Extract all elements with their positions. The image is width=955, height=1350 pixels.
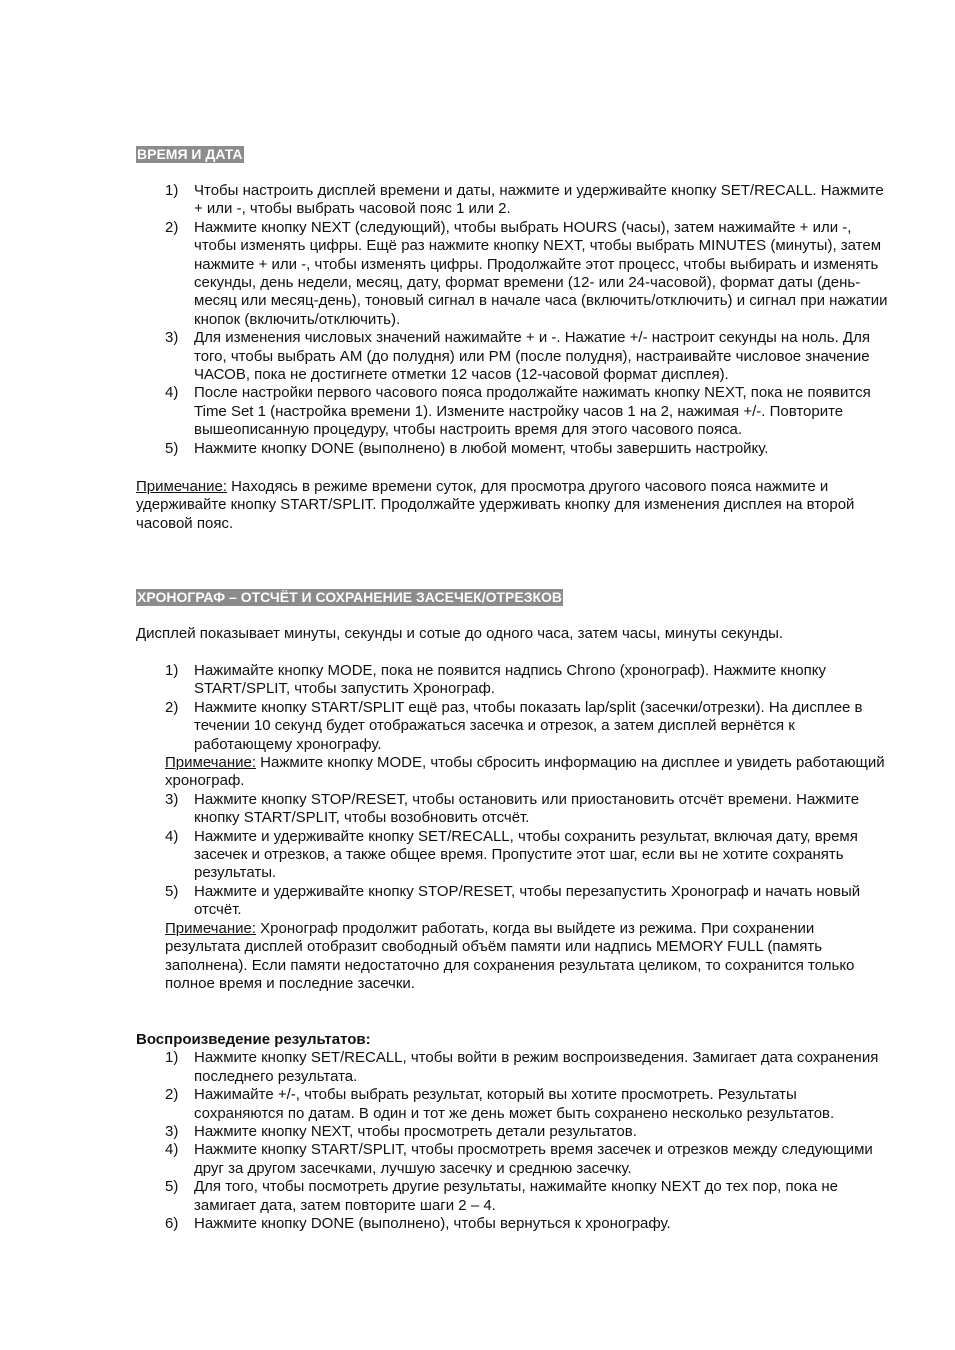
note-text: Хронограф продолжит работать, когда вы выйдете из режима. При сохранении результата дисплей отобразит свободный объём памяти или надпись MEMORY FULL (память заполнена). Если памяти недостаточно для сохранения результата целиком, то сохранится только полное время и последние засечки.	[165, 919, 855, 992]
list-item	[136, 1215, 888, 1233]
list-item	[136, 1123, 888, 1141]
section-playback	[136, 1031, 888, 1233]
numbered-list	[136, 182, 888, 458]
item-number: 1)	[165, 182, 179, 199]
section-time-date	[136, 146, 888, 164]
chronograph-intro	[136, 625, 888, 643]
item-text: Нажмите кнопку NEXT (следующий), чтобы выбрать HOURS (часы), затем нажимайте + или -, чтобы изменять цифры. Ещё раз нажмите кнопку NEXT, чтобы выбрать MINUTES (минуты), затем нажмите + или -, чтобы изменять цифры. Продолжайте этот процесс, чтобы выбирать и изменять секунды, день недели, месяц, дату, формат времени (12- или 24-часовой), формат даты (день-месяц или месяц-день), тоновый сигнал в начале часа (включить/отключить) и сигнал при нажатии кнопок (включить/отключить).	[194, 218, 888, 328]
note-label: Примечание:	[165, 754, 256, 772]
list-item	[136, 1049, 888, 1086]
item-text: Нажмите кнопку START/SPLIT, чтобы просмотреть время засечек и отрезков между следующими друг за другом засечками, лучшую засечку и среднюю засечку.	[194, 1141, 873, 1177]
list-item	[136, 384, 888, 439]
time-date-note	[136, 478, 888, 533]
item-number: 2)	[165, 1086, 179, 1104]
item-text: Чтобы настроить дисплей времени и даты, нажмите и удерживайте кнопку SET/RECALL. Нажмите + или -, чтобы выбрать часовой пояс 1 или 2.	[194, 182, 884, 218]
numbered-list	[136, 1049, 888, 1233]
chronograph-steps	[136, 662, 888, 993]
list-item	[136, 182, 888, 219]
item-text: Нажмите кнопку DONE (выполнено) в любой момент, чтобы завершить настройку.	[194, 439, 769, 457]
numbered-list	[136, 662, 888, 754]
list-item	[136, 329, 888, 384]
list-item	[136, 791, 888, 828]
item-text: Нажимайте кнопку MODE, пока не появится надпись Chrono (хронограф). Нажмите кнопку START/SPLIT, чтобы запустить Хронограф.	[194, 662, 826, 698]
item-text: Для того, чтобы посмотреть другие результаты, нажимайте кнопку NEXT до тех пор, пока не замигает дата, затем повторите шаги 2 – 4.	[194, 1178, 838, 1214]
item-number: 3)	[165, 329, 179, 347]
subsection-heading: Воспроизведение результатов:	[136, 1031, 371, 1048]
item-text: Нажмите и удерживайте кнопку SET/RECALL, чтобы сохранить результат, включая дату, время засечек и отрезков, а также общее время. Пропустите этот шаг, если вы не хотите сохранять результаты.	[194, 827, 858, 882]
item-number: 4)	[165, 384, 179, 402]
item-text: После настройки первого часового пояса продолжайте нажимать кнопку NEXT, пока не появится Time Set 1 (настройка времени 1). Измените настройку часов 1 на 2, нажимая +/-. Повторите вышеописанную процедуру, чтобы настроить время для этого часового пояса.	[194, 384, 871, 439]
item-number: 1)	[165, 662, 179, 679]
time-date-steps	[136, 182, 888, 458]
numbered-list	[136, 791, 888, 920]
item-number: 2)	[165, 218, 179, 236]
list-item	[136, 662, 888, 699]
list-item	[136, 1178, 888, 1215]
list-item	[136, 883, 888, 920]
list-item	[136, 219, 888, 329]
list-item	[136, 440, 888, 458]
item-number: 1)	[165, 1049, 179, 1067]
list-item	[136, 828, 888, 883]
note-text: Находясь в режиме времени суток, для просмотра другого часового пояса нажмите и удерживайте кнопку START/SPLIT. Продолжайте удерживать кнопку для изменения дисплея на второй часовой пояс.	[136, 478, 855, 532]
list-item	[136, 1141, 888, 1178]
item-text: Нажмите кнопку STOP/RESET, чтобы остановить или приостановить отсчёт времени. Нажмите кнопку START/SPLIT, чтобы возобновить отсчёт.	[194, 790, 860, 827]
list-item	[136, 1086, 888, 1123]
inline-note	[136, 920, 888, 994]
inline-note	[136, 754, 888, 791]
item-number: 5)	[165, 439, 179, 457]
section-chronograph	[136, 589, 888, 607]
intro-text: Дисплей показывает минуты, секунды и сотые до одного часа, затем часы, минуты секунды.	[136, 625, 784, 642]
item-number: 6)	[165, 1215, 179, 1233]
item-text: Нажмите кнопку NEXT, чтобы просмотреть детали результатов.	[194, 1123, 637, 1141]
item-text: Для изменения числовых значений нажимайте + и -. Нажатие +/- настроит секунды на ноль. Для того, чтобы выбрать AM (до полудня) или PM (после полудня), настраивайте числовое значение ЧАСОВ, пока не достигнете отметки 12 часов (12-часовой формат дисплея).	[194, 329, 870, 384]
item-text: Нажимайте +/-, чтобы выбрать результат, который вы хотите просмотреть. Результаты сохраняются по датам. В один и тот же день может быть сохранено несколько результатов.	[194, 1086, 835, 1122]
note-label: Примечание:	[165, 919, 256, 937]
item-number: 4)	[165, 827, 179, 845]
item-text: Нажмите и удерживайте кнопку STOP/RESET, чтобы перезапустить Хронограф и начать новый отсчёт.	[194, 882, 861, 919]
note-text: Нажмите кнопку MODE, чтобы сбросить информацию на дисплее и увидеть работающий хронограф.	[165, 754, 885, 790]
list-item	[136, 699, 888, 754]
item-number: 5)	[165, 1178, 179, 1196]
item-number: 2)	[165, 698, 179, 716]
item-number: 5)	[165, 882, 179, 900]
section-heading: ХРОНОГРАФ – ОТСЧЁТ И СОХРАНЕНИЕ ЗАСЕЧЕК/ОТРЕЗКОВ	[137, 589, 563, 605]
item-number: 3)	[165, 790, 179, 808]
item-number: 4)	[165, 1141, 179, 1159]
item-text: Нажмите кнопку SET/RECALL, чтобы войти в режим воспроизведения. Замигает дата сохранения последнего результата.	[194, 1049, 879, 1085]
section-heading: ВРЕМЯ И ДАТА	[137, 146, 243, 162]
item-number: 3)	[165, 1123, 179, 1141]
note-label: Примечание:	[136, 478, 227, 495]
item-text: Нажмите кнопку DONE (выполнено), чтобы вернуться к хронографу.	[194, 1215, 671, 1233]
item-text: Нажмите кнопку START/SPLIT ещё раз, чтобы показать lap/split (засечки/отрезки). На дисплее в течении 10 секунд будет отображаться засечка и отрезок, а затем дисплей вернётся к работающему хронографу.	[194, 698, 863, 753]
